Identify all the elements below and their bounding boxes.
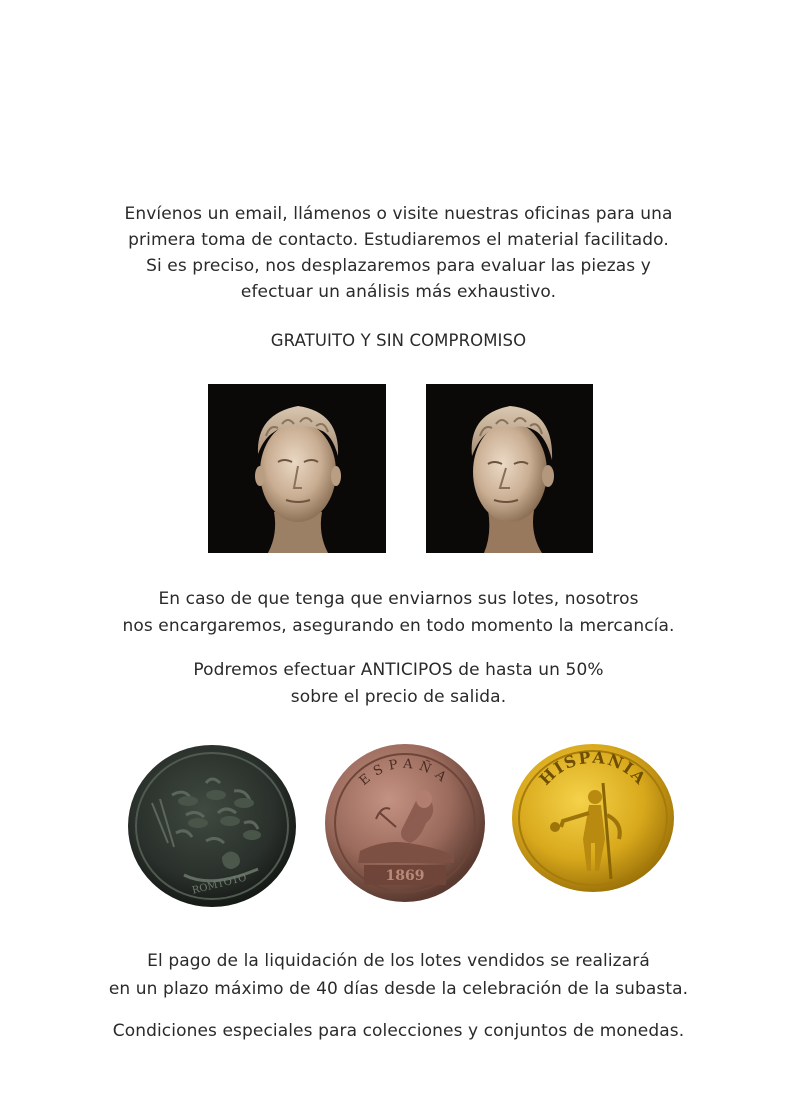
shipping-paragraph — [0, 586, 797, 640]
advances-line-2: sobre el precio de salida. — [290, 687, 507, 707]
special-conditions: Condiciones especiales para colecciones y conjuntos de monedas. — [112, 1021, 685, 1041]
payment-line-1: El pago de la liquidación de los lotes vendidos se realizará — [147, 951, 650, 971]
shipping-line-1: En caso de que tenga que enviarnos sus lotes, nosotros — [158, 589, 639, 609]
bust-photo-left — [208, 384, 386, 553]
shipping-line-2: nos encargaremos, asegurando en todo momento la mercancía. — [122, 616, 675, 636]
intro-paragraph — [0, 201, 797, 305]
bronze-ancient-coin-icon — [126, 743, 298, 909]
intro-line-1: Envíenos un email, llámenos o visite nuestras oficinas para una — [124, 204, 673, 224]
marble-bust-icon — [208, 384, 386, 553]
intro-line-2: primera toma de contacto. Estudiaremos el material facilitado. — [128, 230, 669, 250]
payment-line-2: en un plazo máximo de 40 días desde la celebración de la subasta. — [108, 979, 689, 999]
payment-paragraph — [0, 947, 797, 1003]
marble-bust-icon — [426, 384, 593, 553]
offer-heading: GRATUITO Y SIN COMPROMISO — [270, 331, 527, 350]
coin-legend: ESPAÑA — [356, 756, 454, 789]
coin-legend: HISPANIA — [535, 747, 651, 789]
copper-coin-image — [324, 743, 486, 903]
intro-line-3: Si es preciso, nos desplazaremos para evaluar las piezas y — [146, 256, 651, 276]
advances-paragraph — [0, 657, 797, 711]
copper-coin-icon — [324, 743, 486, 903]
gold-coin-image — [511, 743, 675, 893]
bust-photo-right — [426, 384, 593, 553]
coin-year: 1869 — [385, 868, 425, 884]
bronze-coin-image — [126, 743, 298, 909]
coin-inscription: ROMTOTO — [191, 872, 248, 897]
gold-coin-icon — [511, 743, 675, 893]
intro-line-4: efectuar un análisis más exhaustivo. — [240, 282, 557, 302]
advances-line-1: Podremos efectuar ANTICIPOS de hasta un 50% — [193, 660, 604, 680]
